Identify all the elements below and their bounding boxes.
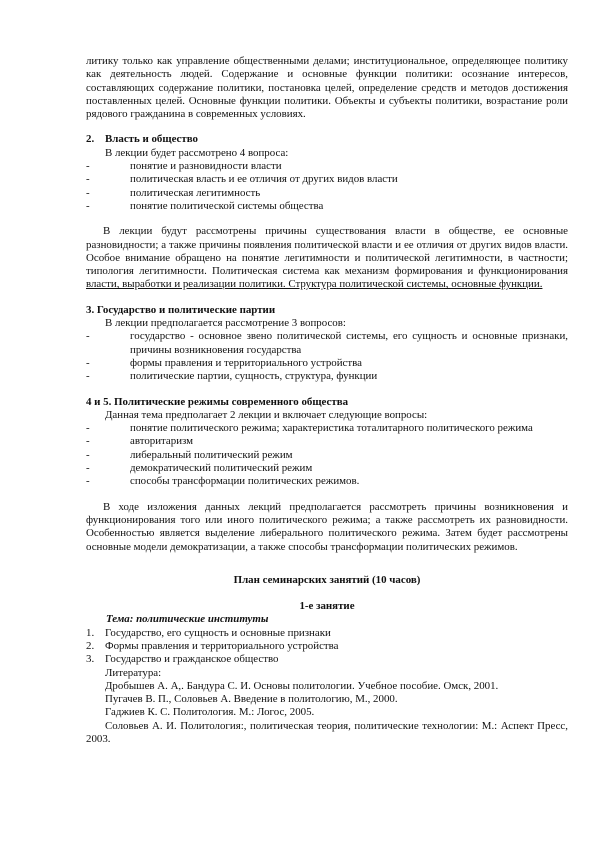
list-item: - формы правления и территориального устройства xyxy=(86,356,362,369)
list-item: - демократический политический режим xyxy=(86,462,313,475)
lesson-topics xyxy=(86,627,568,667)
list-item: 1. Государство, его сущность и основные признаки xyxy=(86,626,331,639)
reference-item: Гаджиев К. С. Политология. М.: Логос, 2005. xyxy=(105,706,315,719)
list-item: - понятие политического режима; характеристика тоталитарного политического режима xyxy=(86,422,533,435)
list-item: - понятие и разновидности власти xyxy=(86,160,282,173)
list-item: - понятие политической системы общества xyxy=(86,199,324,212)
section-4-5 xyxy=(86,396,568,554)
list-item: - авторитаризм xyxy=(86,435,194,448)
seminar-plan-title: План семинарских занятий (10 часов) xyxy=(233,573,421,586)
section-4-5-lead: Данная тема предполагает 2 лекции и включает следующие вопросы: xyxy=(105,408,428,421)
list-item: 3. Государство и гражданское общество xyxy=(86,653,279,666)
list-item: - политические партии, сущность, структура, функции xyxy=(86,370,378,383)
lesson-title: 1-е занятие xyxy=(299,600,355,613)
intro-paragraph: литику только как управление общественными делами; институциональное, определяющее политику как деятельность людей. Содержание и основные функции политики: осознание интересов, составляющих содержание политики, постановка целей, определение средств и методов достижения поставленных целей. Основные функции политики. Объекты и субъекты политики, возрастание роли рядового гражданина в современных условиях. xyxy=(86,55,568,121)
section-3-heading xyxy=(86,304,568,317)
reference-item: Пугачев В. П., Соловьев А. Введение в политологию, М., 2000. xyxy=(105,693,398,706)
section-4-5-heading: 4 и 5. Политические режимы современного общества xyxy=(86,395,349,408)
list-item: - способы трансформации политических режимов. xyxy=(86,475,360,488)
section-2-title: Власть и общество xyxy=(105,133,198,146)
section-4-5-list xyxy=(86,422,568,488)
list-item: - политическая легитимность xyxy=(86,186,261,199)
section-3-number: 3. xyxy=(86,303,95,316)
literature-label: Литература: xyxy=(105,666,162,679)
list-item: 2. Формы правления и территориального устройства xyxy=(86,639,339,652)
reference-item: Соловьев А. И. Политология:, политическая теория, политические технологии: М.: Аспект Пресс, 2003. xyxy=(86,719,568,746)
section-3 xyxy=(86,304,568,384)
section-2 xyxy=(86,133,568,291)
section-2-paragraph: В лекции будут рассмотрены причины существования власти в обществе, ее основные разновидности; а также причины появления политической власти и ее отличия от других видов власти. Особое внимание обращено на понятие легитимности и политической легитимности, в частности; типология легитимности. Политическая система как механизм формирования и функционирования власти, выработки и реализации политики. Структура политической системы, основные функции. xyxy=(86,225,568,291)
section-3-list xyxy=(86,330,568,383)
list-item: - политическая власть и ее отличия от других видов власти xyxy=(86,173,398,186)
underlined-text: власти, выработки и реализации политики. Структура политической системы, основные функции. xyxy=(86,278,543,291)
section-2-heading xyxy=(86,133,568,146)
section-4-5-paragraph: В ходе изложения данных лекций предполагается рассмотреть причины возникновения и функционирования того или иного политического режима; а также рассмотреть их разновидности. Особенностью является выделение либерального политического режима. Затем будет рассмотрены основные модели демократизации, а также способы трансформации политических режимов. xyxy=(86,500,568,553)
lesson-theme: Тема: политические институты xyxy=(106,613,269,626)
list-item: - государство - основное звено политической системы, его сущность и основные признаки, причины возникновения государства xyxy=(86,330,568,356)
section-2-number: 2. xyxy=(86,133,95,146)
section-3-lead: В лекции предполагается рассмотрение 3 вопросов: xyxy=(105,317,346,330)
seminar-plan xyxy=(86,574,568,747)
section-2-lead: В лекции будет рассмотрено 4 вопроса: xyxy=(105,146,289,159)
section-2-list xyxy=(86,160,568,213)
section-3-title: Государство и политические партии xyxy=(96,303,276,316)
list-item: - либеральный политический режим xyxy=(86,448,293,461)
reference-item: Дробышев А. А,. Бандура С. И. Основы политологии. Учебное пособие. Омск, 2001. xyxy=(105,679,499,692)
